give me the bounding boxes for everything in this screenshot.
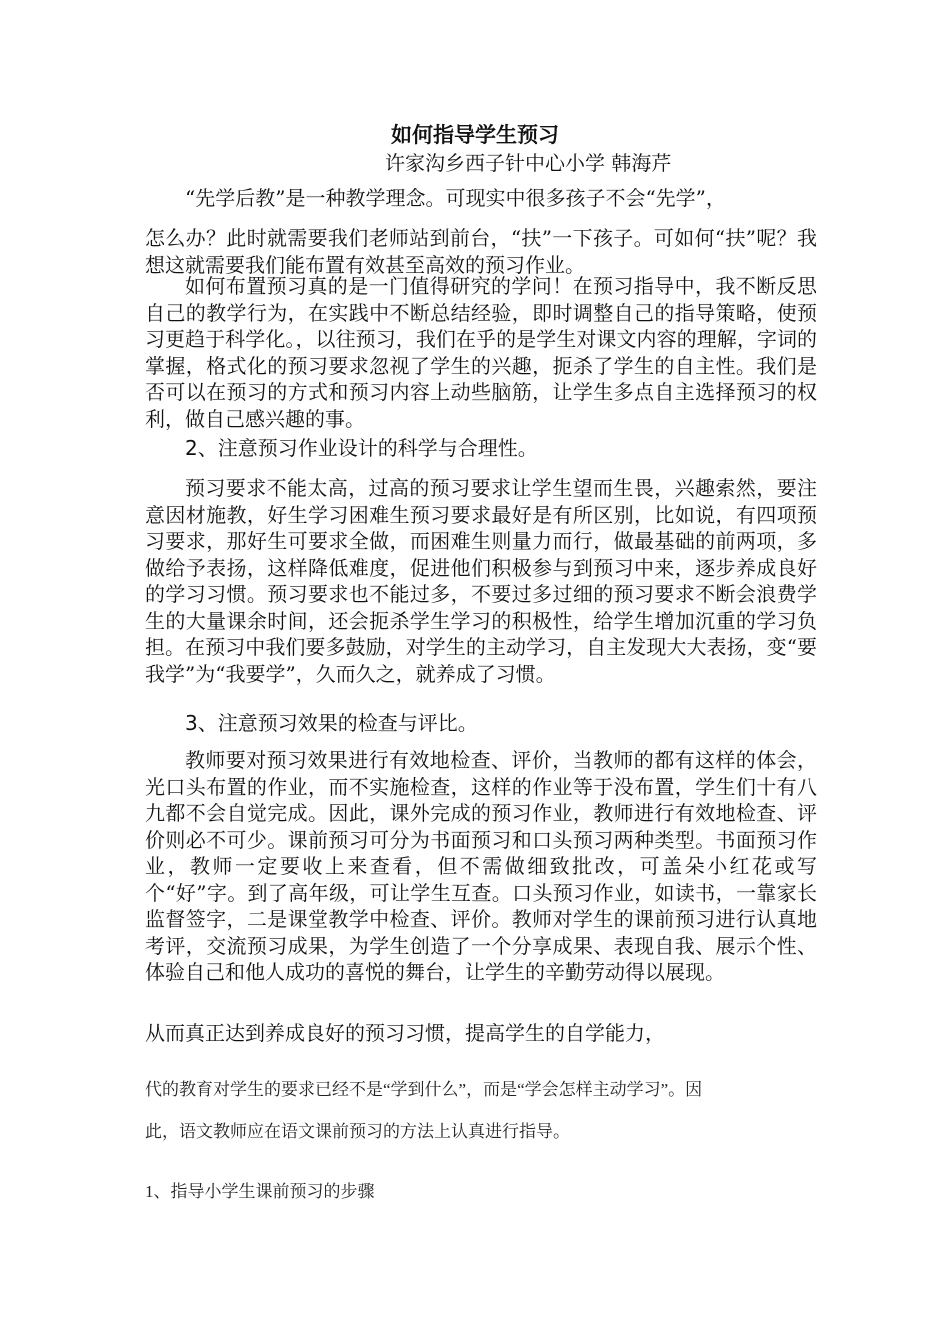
small-text-heading: 1、指导小学生课前预习的步骤 (145, 1182, 375, 1201)
author-line: 许家沟乡西子针中心小学 韩海芹 (385, 151, 672, 175)
paragraph-intro-line1: “先学后教”是一种教学理念。可现实中很多孩子不会“先学”， (185, 186, 726, 210)
paragraph-method: 如何布置预习真的是一门值得研究的学问！在预习指导中，我不断反思自己的教学行为，在实践中不断总结经验，即时调整自己的指导策略，使预习更趋于科学化。，以往预习，我们在乎的是学生对课文内容的理解，字词的掌握，格式化的预习要求忽视了学生的兴趣，扼杀了学生的自主性。我们是否可以在预习的方式和预习内容上动些脑筋，让学生多点自主选择预习的权利，做自己感兴趣的事。 (145, 274, 817, 431)
paragraph-conclusion: 从而真正达到养成良好的预习习惯，提高学生的自学能力， (145, 1021, 665, 1045)
section-heading-2: 2、注意预习作业设计的科学与合理性。 (185, 436, 538, 460)
small-text-line2: 此，语文教师应在语文课前预习的方法上认真进行指导。 (145, 1122, 570, 1141)
document-title: 如何指导学生预习 (391, 123, 559, 147)
paragraph-checking: 教师要对预习效果进行有效地检查、评价，当教师的都有这样的体会，光口头布置的作业，而不实施检查，这样的作业等于没布置，学生们十有八九都不会自觉完成。因此，课外完成的预习作业，教师进行有效地检查、评价则必不可少。课前预习可分为书面预习和口头预习两种类型。书面预习作业，教师一定要收上来查看，但不需做细致批改，可盖朵小红花或写个“好”字。到了高年级，可让学生互查。口头预习作业，如读书，一靠家长监督签字，二是课堂教学中检查、评价。教师对学生的课前预习进行认真地考评，交流预习成果，为学生创造了一个分享成果、表现自我、展示个性、体验自己和他人成功的喜悦的舞台，让学生的辛勤劳动得以展现。 (145, 748, 817, 984)
section-heading-3: 3、注意预习效果的检查与评比。 (185, 711, 478, 735)
small-text-line1: 代的教育对学生的要求已经不是“学到什么”，而是“学会怎样主动学习”。因 (145, 1080, 703, 1099)
paragraph-requirements: 预习要求不能太高，过高的预习要求让学生望而生畏，兴趣索然，要注意因材施教，好生学习困难生预习要求最好是有所区别，比如说，有四项预习要求，那好生可要求全做，而困难生则量力而行，做最基础的前两项，多做给予表扬，这样降低难度，促进他们积极参与到预习中来，逐步养成良好的学习习惯。预习要求也不能过多，不要过多过细的预习要求不断会浪费学生的大量课余时间，还会扼杀学生学习的积极性，给学生增加沉重的学习负担。在预习中我们要多鼓励，对学生的主动学习，自主发现大大表扬，变“要我学”为“我要学”，久而久之，就养成了习惯。 (145, 476, 817, 686)
paragraph-intro: 怎么办？此时就需要我们老师站到前台，“扶”一下孩子。可如何“扶”呢？我想这就需要我们能布置有效甚至高效的预习作业。 (145, 226, 817, 277)
